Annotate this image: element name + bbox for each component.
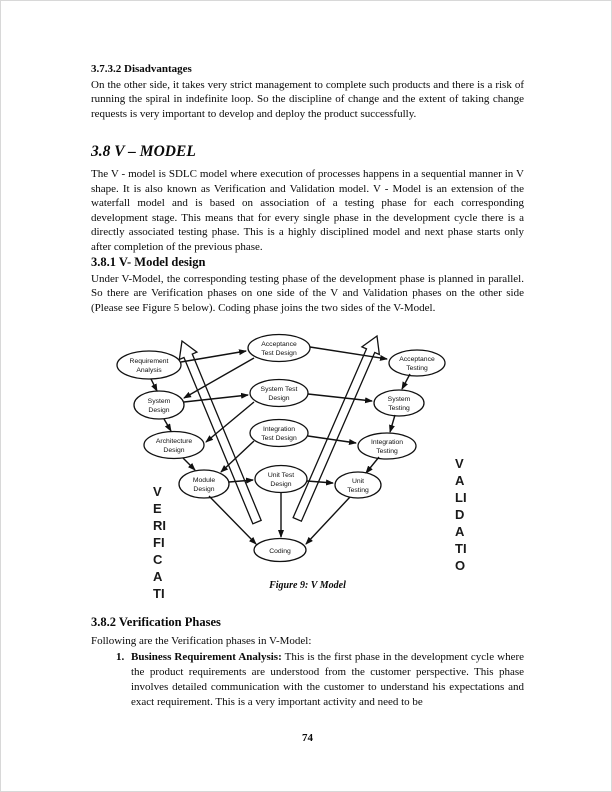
verification-letter: C — [153, 552, 163, 567]
arrow-arch-to-module — [183, 458, 195, 470]
label-system-testing: System Testing — [387, 396, 411, 412]
verification-letter: TI — [153, 586, 165, 601]
v-model-diagram — [96, 331, 516, 601]
node-architecture-design — [144, 432, 204, 459]
label-system-design: System Design — [147, 398, 171, 414]
section-heading-382: 3.8.2 Verification Phases — [91, 615, 221, 629]
label-architecture-design: Architecture Design — [155, 438, 193, 454]
verification-letter: RI — [153, 518, 166, 533]
node-system-testing — [374, 390, 424, 416]
list-item-text: This is the first phase in the development cycle where the product requirements are understood from the customer perspective. This phase involves detailed communication with the customer to understand his expectations and exact requirement. This is a very important activity and need to be — [131, 651, 525, 708]
section-body-38: The V - model is SDLC model where execution of processes happens in a sequential manner in V shape. It is also known as Verification and Validation model. V - Model is an extension of the waterfall model and is based on association of a testing phase for each corresponding development stage. This means that for every single phase in the development cycle there is a directly associated testing phase. This is a highly disciplined model and next phase starts only after completion of the previous phase. — [91, 168, 524, 253]
label-integration-testing: Integration Testing — [370, 439, 404, 455]
figure-caption: Figure 9: V Model — [269, 580, 346, 591]
list-item-number: 1. — [116, 651, 125, 663]
list-item — [91, 650, 524, 710]
label-module-design: Module Design — [192, 477, 216, 493]
validation-letter: A — [455, 473, 465, 488]
validation-label — [455, 455, 485, 573]
label-integration-test-design: Integration Test Design — [261, 426, 297, 442]
validation-letter: V — [455, 456, 464, 471]
section-heading-38: 3.8 V – MODEL — [91, 143, 196, 160]
list-item-label: Business Requirement Analysis: — [131, 651, 282, 663]
verification-letter: FI — [153, 535, 165, 550]
label-acceptance-test-design: Acceptance Test Design — [261, 341, 297, 357]
node-integration-testing — [358, 433, 416, 459]
arrow-module-to-unit-test-design — [229, 480, 253, 482]
label-acceptance-testing: Acceptance Testing — [399, 356, 435, 372]
node-acceptance-testing — [389, 350, 445, 376]
verification-letter: E — [153, 501, 162, 516]
arrow-system-test-design-to-system-testing — [308, 394, 372, 401]
arrow-sysdesign-to-system-test-design — [184, 395, 248, 402]
node-module-design — [179, 470, 229, 498]
page-number: 74 — [302, 732, 313, 744]
verification-letter: A — [153, 569, 163, 584]
arrow-integration-testing-to-unit-testing — [366, 457, 379, 473]
node-system-test-design — [250, 380, 308, 407]
arrow-req-to-sysdesign — [151, 379, 157, 391]
node-system-design — [134, 391, 184, 419]
section-body-3732: On the other side, it takes very strict management to complete such products and there is a risk of running the spiral in indefinite loop. So the discipline of change and the extent of taking change requests is very important to develop and deploy the product successfully. — [91, 79, 524, 120]
arrow-unit-testing-to-coding — [306, 497, 350, 544]
section-heading-381: 3.8.1 V- Model design — [91, 255, 206, 269]
node-unit-testing — [335, 472, 381, 498]
node-integration-test-design — [250, 420, 308, 447]
label-requirement-analysis: Requirement Analysis — [129, 358, 169, 374]
validation-letter: TI — [455, 541, 467, 556]
label-coding: Coding — [269, 548, 291, 555]
section-heading-3732: 3.7.3.2 Disadvantages — [91, 63, 192, 75]
validation-letter: LI — [455, 490, 467, 505]
node-requirement-analysis — [117, 351, 181, 379]
validation-letter: O — [455, 558, 466, 573]
node-unit-test-design — [255, 466, 307, 493]
verification-letter: V — [153, 484, 162, 499]
validation-letter: A — [455, 524, 465, 539]
section-intro-382: Following are the Verification phases in V-Model: — [91, 635, 312, 647]
node-acceptance-test-design — [248, 335, 310, 362]
list-item-body — [131, 650, 524, 710]
label-system-test-design: System Test Design — [260, 386, 298, 402]
arrow-acceptance-testing-to-system-testing — [402, 374, 410, 389]
section-body-381: Under V-Model, the corresponding testing phase of the development phase is planned in parallel. So there are Verification phases on one side of the V and Validation phases on the other side (Please see Figure 5 below). Coding phase joins the two sides of the V-Model. — [91, 273, 524, 314]
label-unit-test-design: Unit Test Design — [267, 472, 295, 488]
label-unit-testing: Unit Testing — [347, 478, 369, 494]
arrow-sysdesign-to-arch — [164, 419, 171, 431]
arrow-system-testing-to-integration-testing — [390, 415, 395, 432]
validation-letter: D — [455, 507, 465, 522]
